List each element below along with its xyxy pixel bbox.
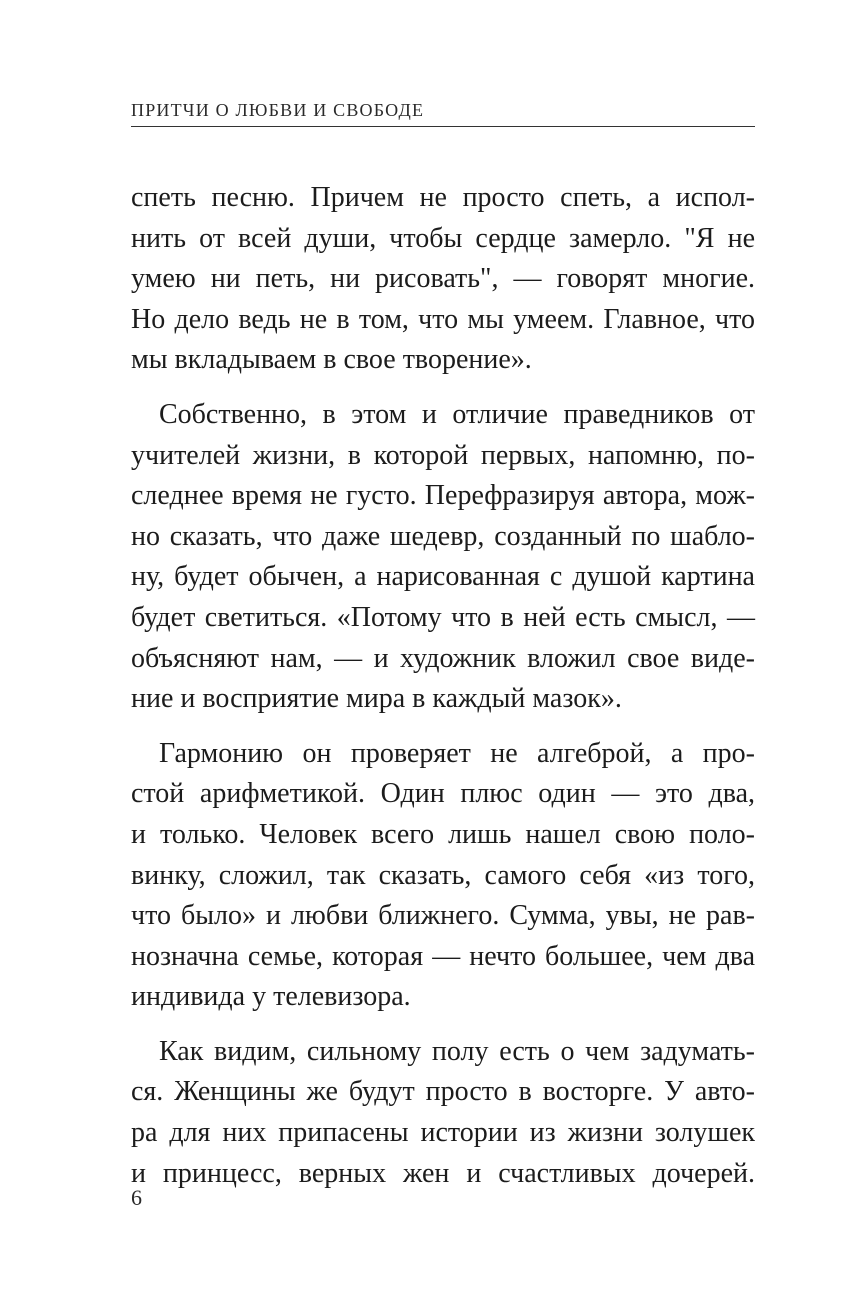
text-line: и принцесс, верных жен и счастливых дочерей.: [131, 1157, 755, 1189]
text-line: нить от всей души, чтобы сердце замерло. "Я не: [131, 222, 755, 254]
text-line: учителей жизни, в которой первых, напомню, по-: [131, 439, 755, 471]
text-line: нозначна семье, которая — нечто большее, чем два: [131, 940, 755, 972]
paragraph: [131, 178, 755, 381]
text-line: объясняют нам, — и художник вложил свое виде-: [131, 642, 755, 674]
text-line: винку, сложил, так сказать, самого себя «из того,: [131, 859, 755, 891]
text-line: индивида у телевизора.: [131, 981, 411, 1013]
paragraph: [131, 734, 755, 1018]
text-line: Собственно, в этом и отличие праведников от: [159, 398, 755, 430]
running-header: ПРИТЧИ О ЛЮБВИ И СВОБОДЕ: [131, 100, 425, 120]
text-line: следнее время не густо. Перефразируя автора, мож-: [131, 480, 755, 512]
paragraph: [131, 395, 755, 720]
body-text: [131, 178, 755, 1194]
text-line: мы вкладываем в свое творение».: [131, 344, 532, 376]
text-line: Но дело ведь не в том, что мы умеем. Главное, что: [131, 303, 755, 335]
text-line: но сказать, что даже шедевр, созданный по шабло-: [131, 520, 755, 552]
text-line: стой арифметикой. Один плюс один — это два,: [131, 778, 755, 810]
text-line: ние и восприятие мира в каждый мазок».: [131, 683, 622, 715]
text-line: что было» и любви ближнего. Сумма, увы, не рав-: [131, 900, 755, 932]
text-line: ну, будет обычен, а нарисованная с душой картина: [131, 561, 755, 593]
text-line: умею ни петь, ни рисовать", — говорят многие.: [131, 263, 755, 295]
page-number: 6: [131, 1185, 142, 1210]
text-line: спеть песню. Причем не просто спеть, а испол-: [131, 182, 755, 213]
text-line: Как видим, сильному полу есть о чем задумать-: [159, 1035, 755, 1067]
text-line: и только. Человек всего лишь нашел свою поло-: [131, 818, 755, 850]
text-line: ра для них припасены истории из жизни золушек: [131, 1117, 755, 1149]
text-line: ся. Женщины же будут просто в восторге. У авто-: [131, 1076, 755, 1108]
header-rule: [131, 126, 755, 127]
text-line: будет светиться. «Потому что в ней есть смысл, —: [131, 601, 755, 633]
text-line: Гармонию он проверяет не алгеброй, а про-: [159, 737, 755, 769]
paragraph: [131, 1032, 755, 1194]
